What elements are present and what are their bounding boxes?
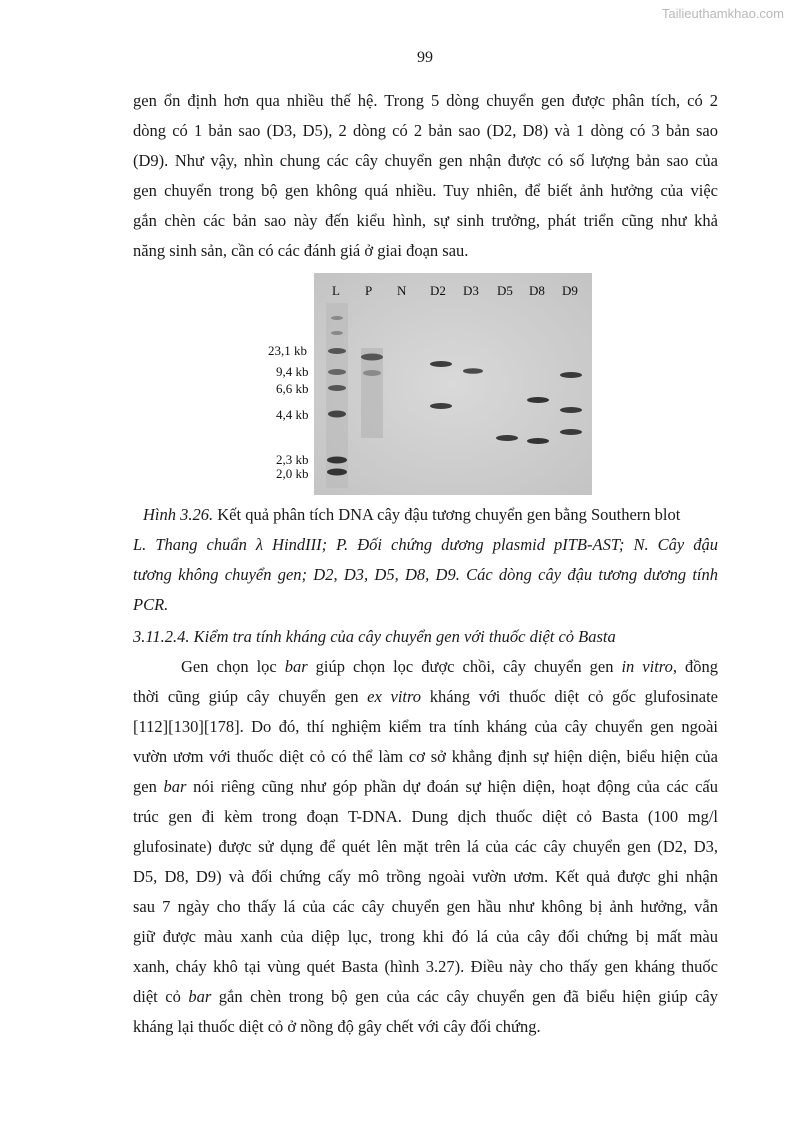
lane-label-l: L — [332, 283, 340, 298]
text-line: gen bar nói riêng cũng như góp phần dự đoán sự hiện diện, hoạt động của các cấu — [133, 777, 718, 796]
text-line: vườn ươm với thuốc diệt cỏ có thể làm cơ sở khẳng định sự hiện diện, biểu hiện của — [133, 747, 718, 766]
caption-title — [143, 505, 680, 525]
page-number: 99 — [417, 49, 433, 66]
lane-label-d3: D3 — [463, 283, 479, 298]
text-line: glufosinate) được sử dụng để quét lên mặt trên lá của các cây chuyển gen (D2, D3, — [133, 837, 718, 856]
lane-label-n: N — [397, 283, 407, 298]
size-marker-label: 6,6 kb — [276, 381, 309, 396]
caption-text: Kết quả phân tích DNA cây đậu tương chuyển gen bằng Southern blot — [213, 505, 681, 524]
section-heading: 3.11.2.4. Kiểm tra tính kháng của cây chuyển gen với thuốc diệt cỏ Basta — [133, 627, 616, 646]
size-marker-label: 9,4 kb — [276, 364, 309, 379]
lane-label-d2: D2 — [430, 283, 446, 298]
text-line: dòng có 1 bản sao (D3, D5), 2 dòng có 2 bản sao (D2, D8) và 1 dòng có 3 bản sao — [133, 121, 718, 140]
text-line: (D9). Như vậy, nhìn chung các cây chuyển gen nhận được có số lượng bản sao của — [133, 151, 718, 170]
text-line: gắn chèn các bản sao này đến kiểu hình, sự sinh trưởng, phát triển cũng như khả — [133, 211, 718, 230]
text-line: [112][130][178]. Do đó, thí nghiệm kiểm tra tính kháng của cây chuyển gen ngoài — [133, 717, 718, 736]
text-line: D5, D8, D9) và đối chứng cấy mô trồng ngoài vườn ươm. Kết quả được ghi nhận — [133, 867, 718, 886]
text-line: xanh, cháy khô tại vùng quét Basta (hình 3.27). Điều này cho thấy gen kháng thuốc — [133, 957, 718, 976]
caption-legend-line: tương không chuyển gen; D2, D3, D5, D8, D9. Các dòng cây đậu tương dương tính — [133, 565, 718, 584]
text-line: kháng lại thuốc diệt cỏ ở nồng độ gây chết với cây đối chứng. — [133, 1017, 541, 1036]
text-line: thời cũng giúp cây chuyển gen ex vitro kháng với thuốc diệt cỏ gốc glufosinate — [133, 687, 718, 706]
text-line: gen ổn định hơn qua nhiều thế hệ. Trong 5 dòng chuyển gen được phân tích, có 2 — [133, 91, 718, 110]
text-line: gen chuyển trong bộ gen không quá nhiều. Tuy nhiên, để biết ảnh hưởng của việc — [133, 181, 718, 200]
text-line: Gen chọn lọc bar giúp chọn lọc được chồi, cây chuyển gen in vitro, đồng — [181, 657, 718, 676]
lane-label-d9: D9 — [562, 283, 578, 298]
southern-blot-image — [314, 273, 592, 495]
size-marker-label: 4,4 kb — [276, 407, 309, 422]
watermark: Tailieuthamkhao.com — [661, 6, 784, 21]
text-line: giữ được màu xanh của diệp lục, trong khi đó lá của cây đối chứng bị mất màu — [133, 927, 718, 946]
size-marker-label: 23,1 kb — [268, 343, 307, 358]
size-marker-label: 2,3 kb — [276, 452, 309, 467]
caption-legend-line: PCR. — [133, 595, 169, 614]
text-line: sau 7 ngày cho thấy lá của các cây chuyển gen hầu như không bị ảnh hưởng, vẫn — [133, 897, 718, 916]
lane-label-d5: D5 — [497, 283, 513, 298]
text-line: diệt cỏ bar gắn chèn trong bộ gen của các cây chuyển gen đã biểu hiện giúp cây — [133, 987, 718, 1006]
text-line: năng sinh sản, cần có các đánh giá ở giai đoạn sau. — [133, 241, 469, 260]
size-marker-label: 2,0 kb — [276, 466, 309, 481]
caption-legend-line: L. Thang chuẩn λ HindIII; P. Đối chứng dương plasmid pITB-AST; N. Cây đậu — [133, 535, 718, 554]
caption-label: Hình 3.26. — [143, 505, 214, 524]
lane-label-p: P — [365, 283, 373, 298]
lane-label-d8: D8 — [529, 283, 545, 298]
text-line: trúc gen đi kèm trong đoạn T-DNA. Dung dịch thuốc diệt cỏ Basta (100 mg/l — [133, 807, 718, 826]
